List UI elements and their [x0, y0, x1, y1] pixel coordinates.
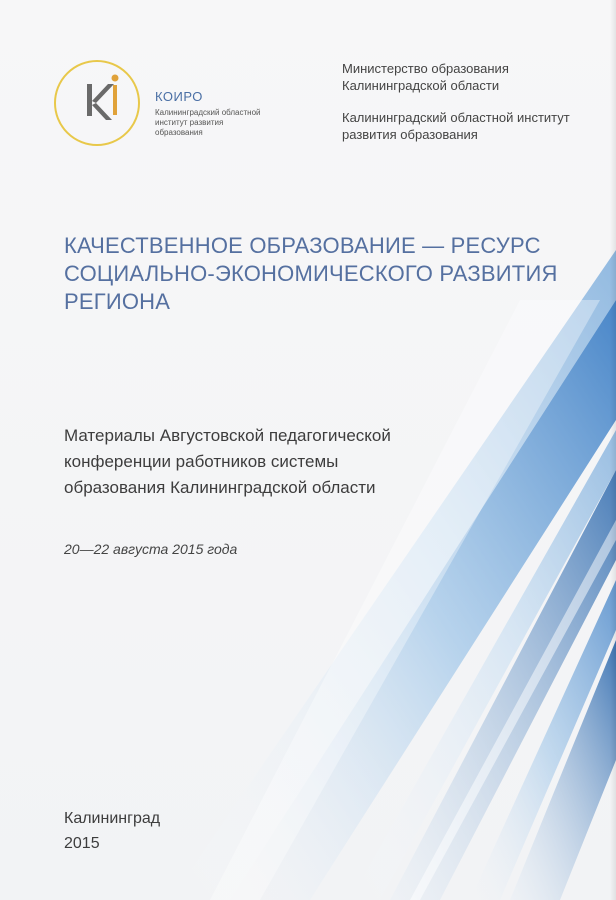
document-subtitle: Материалы Августовской педагогической конференции работников системы образования Калининградской области: [64, 426, 391, 497]
conference-dates: 20—22 августа 2015 года: [64, 541, 238, 557]
document-title: КАЧЕСТВЕННОЕ ОБРАЗОВАНИЕ — РЕСУРС СОЦИАЛЬНО-ЭКОНОМИЧЕСКОГО РАЗВИТИЯ РЕГИОНА: [64, 233, 558, 314]
logo-title: КОИРО: [155, 89, 203, 104]
publication-info: [64, 806, 160, 856]
publication-place: Калининград: [64, 810, 161, 827]
logo-subtitle: Калининградский областной институт развития образования: [155, 108, 261, 137]
publication-year: 2015: [64, 835, 100, 852]
page-edge-shadow: [610, 0, 616, 900]
ministry-name: Министерство образования Калининградской области: [342, 61, 509, 93]
institute-name: Калининградский областной институт развития образования: [342, 110, 570, 142]
